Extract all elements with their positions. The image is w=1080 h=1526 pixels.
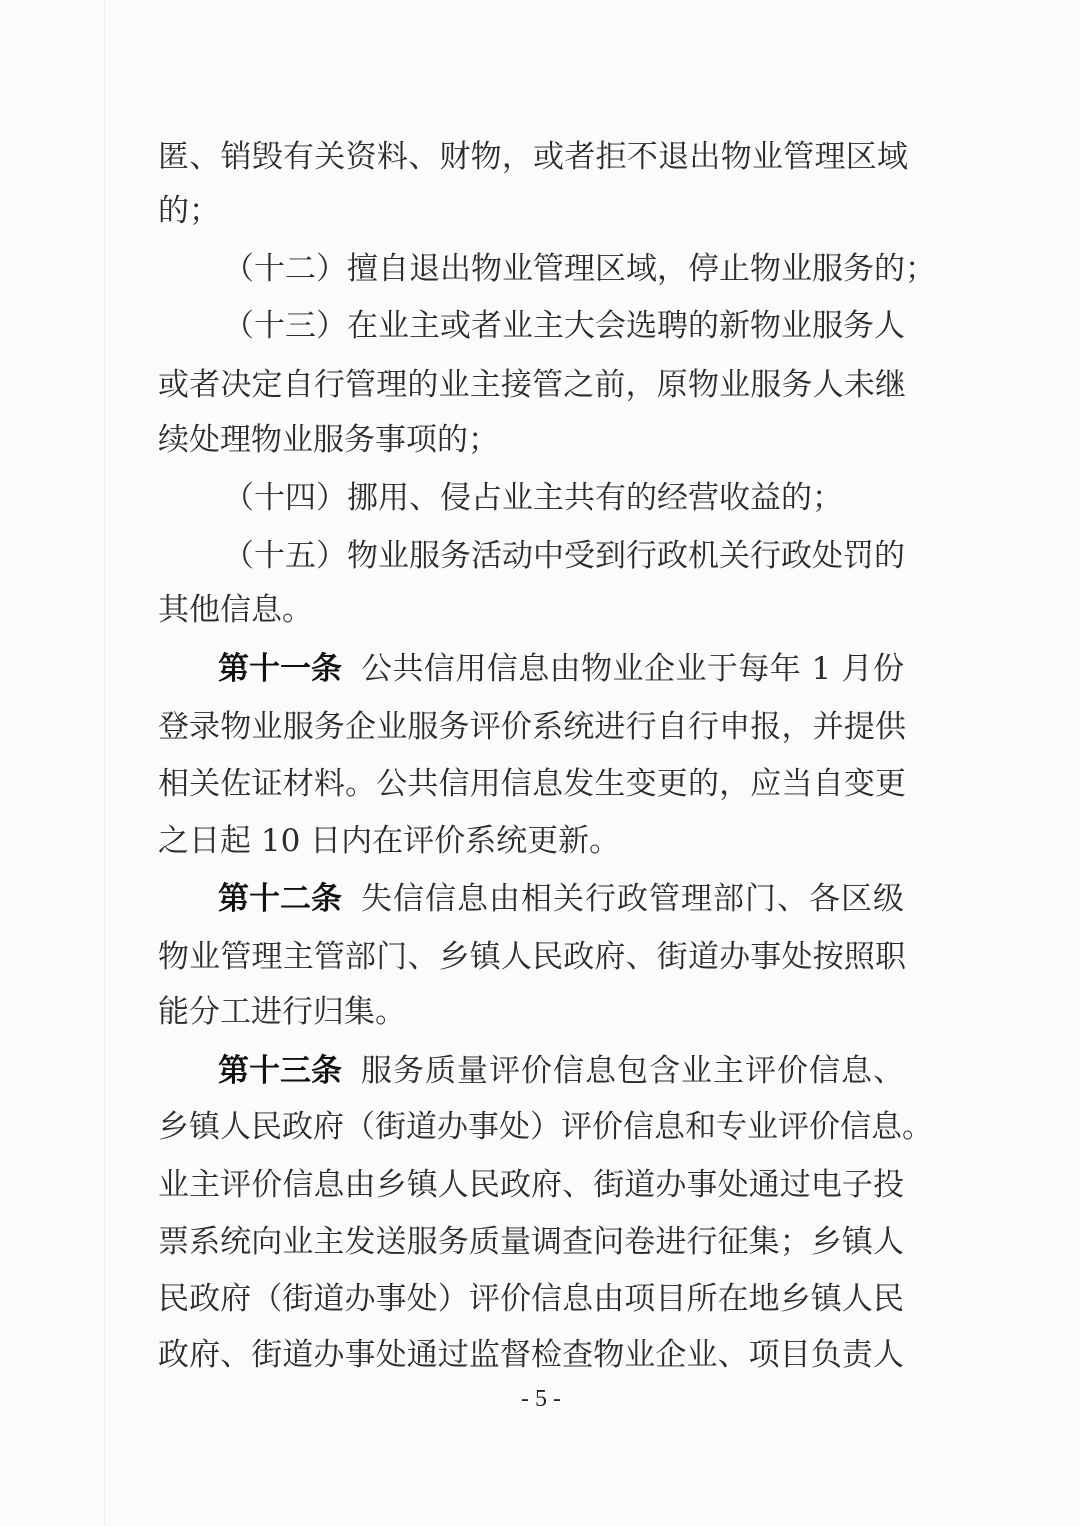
page-number: - 5 -	[521, 1386, 561, 1412]
article-12-first-line: 失信信息由相关行政管理部门、各区级	[361, 881, 904, 917]
text-line-8: （十五）物业服务活动中受到行政机关行政处罚的	[223, 538, 905, 574]
text-line-23: 票系统向业主发送服务质量调查问卷进行征集；乡镇人	[158, 1224, 904, 1260]
article-13-first-line: 服务质量评价信息包含业主评价信息、	[361, 1053, 904, 1089]
text-line-21: 乡镇人民政府（街道办事处）评价信息和专业评价信息。	[158, 1109, 933, 1145]
text-line-6: 续处理物业服务事项的；	[158, 422, 499, 458]
text-line-7: （十四）挪用、侵占业主共有的经营收益的；	[223, 480, 843, 516]
scan-edge	[104, 0, 105, 1526]
text-line-12: 登录物业服务企业服务评价系统进行自行申报，并提供	[158, 709, 906, 745]
text-line-14: 之日起 10 日内在评价系统更新。	[158, 823, 621, 859]
article-11-heading: 第十一条	[218, 651, 342, 687]
article-11-first-line: 公共信用信息由物业企业于每年 1 月份	[361, 651, 904, 687]
text-line-4: （十三）在业主或者业主大会选聘的新物业服务人	[223, 308, 905, 344]
text-line-2: 的；	[158, 193, 220, 229]
text-line-3: （十二）擅自退出物业管理区域，停止物业服务的；	[223, 251, 936, 287]
text-line-22: 业主评价信息由乡镇人民政府、街道办事处通过电子投	[158, 1167, 904, 1203]
article-13-heading: 第十三条	[218, 1053, 342, 1089]
text-line-24: 民政府（街道办事处）评价信息由项目所在地乡镇人民	[158, 1281, 904, 1317]
text-line-17: 物业管理主管部门、乡镇人民政府、街道办事处按照职	[158, 939, 906, 975]
text-line-18: 能分工进行归集。	[158, 994, 406, 1030]
text-line-13: 相关佐证材料。公共信用信息发生变更的，应当自变更	[158, 766, 906, 802]
text-line-25: 政府、街道办事处通过监督检查物业企业、项目负责人	[158, 1337, 904, 1373]
text-line-9: 其他信息。	[158, 592, 313, 628]
text-line-5: 或者决定自行管理的业主接管之前，原物业服务人未继	[158, 367, 906, 403]
text-line-1: 匿、销毁有关资料、财物，或者拒不退出物业管理区域	[158, 139, 908, 175]
article-12-heading: 第十二条	[218, 881, 342, 917]
